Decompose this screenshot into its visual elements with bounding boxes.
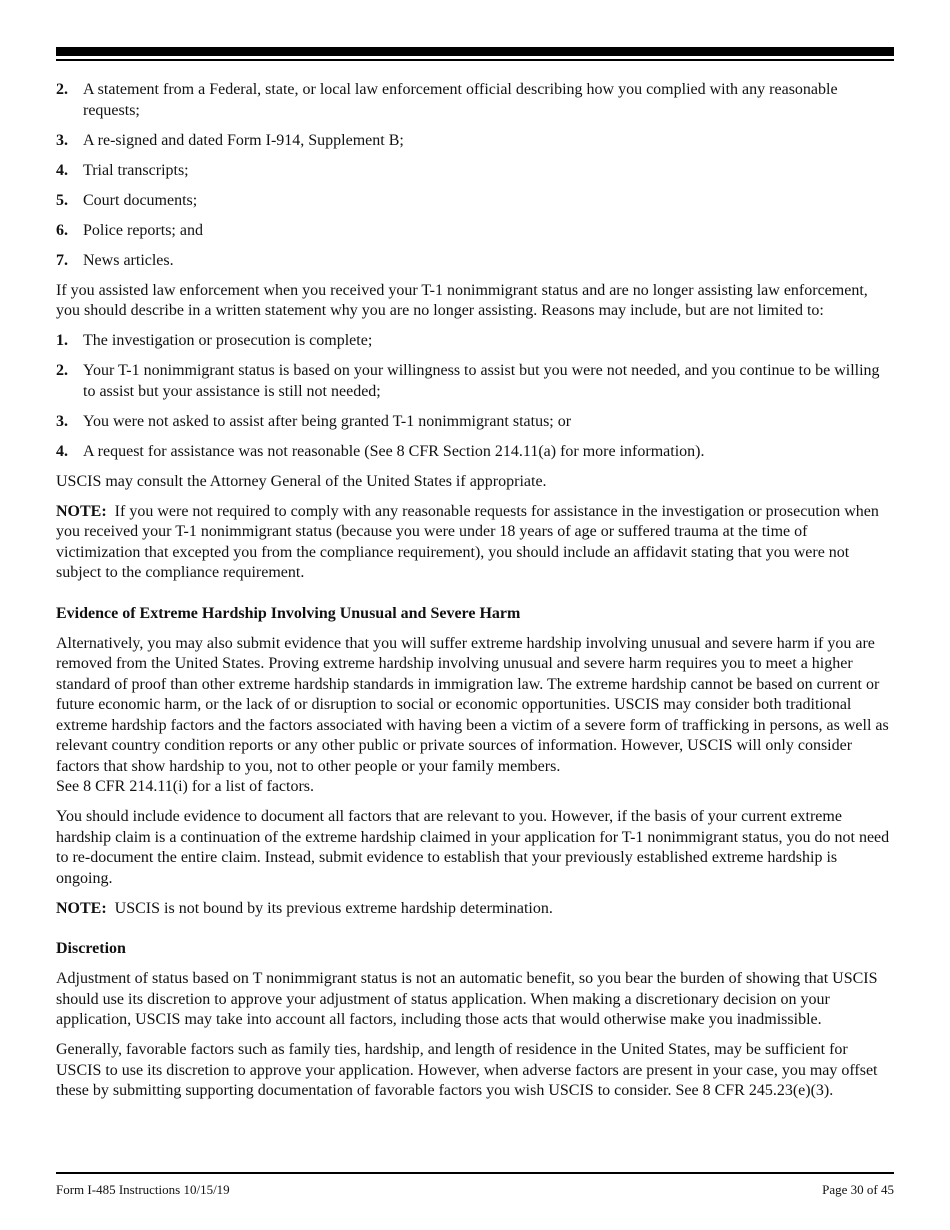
note-text: If you were not required to comply with any reasonable requests for assistance in the investigation or prosecution when you received your T-1 nonimmigrant status (because you were under 18 years of age or suffered trauma at the time of victimization that excepted you from the compliance requirement), you should include an affidavit stating that you were not subject to the compliance requirement.	[56, 502, 879, 581]
header-rule-thick	[56, 47, 894, 56]
list-item-number: 3.	[56, 412, 68, 430]
list-item	[56, 80, 894, 121]
list-item-number: 2.	[56, 81, 68, 98]
note-label: NOTE:	[56, 502, 107, 520]
list-item-text: A request for assistance was not reasonable (See 8 CFR Section 214.11(a) for more information).	[83, 442, 705, 460]
list-item-text: A re-signed and dated Form I-914, Supplement B;	[83, 131, 404, 149]
list-item-number: 4.	[56, 442, 68, 460]
note-paragraph	[56, 502, 894, 584]
discretion-paragraph-2: Generally, favorable factors such as family ties, hardship, and length of residence in the United States, may be sufficient for USCIS to use its discretion to approve your application. However, when adverse factors are present in your case, you may offset these by submitting supporting documentation of favorable factors you wish USCIS to consider. See 8 CFR 245.23(e)(3).	[56, 1041, 878, 1099]
list-item-text: A statement from a Federal, state, or local law enforcement official describing how you complied with any reasonable requests;	[83, 81, 838, 119]
list-item	[56, 361, 894, 402]
reasons-list	[56, 331, 894, 462]
list-item	[56, 442, 894, 463]
hardship-paragraph-1-reference: See 8 CFR 214.11(i) for a list of factors.	[56, 778, 315, 795]
list-item	[56, 331, 894, 352]
list-item-number: 3.	[56, 131, 68, 149]
header-rule-thin	[56, 59, 894, 61]
note-text: USCIS is not bound by its previous extreme hardship determination.	[114, 899, 553, 917]
assisted-paragraph: If you assisted law enforcement when you received your T-1 nonimmigrant status and are no longer assisting law enforcement, you should describe in a written statement why you are no longer assisting. Reasons may include, but are not limited to:	[56, 281, 868, 319]
hardship-paragraph-1-text: Alternatively, you may also submit evidence that you will suffer extreme hardship involving unusual and severe harm if you are removed from the United States. Proving extreme hardship involving unusual and severe harm requires you to meet a higher standard of proof than other extreme hardship standards in immigration law. The extreme hardship cannot be based on current or future economic harm, or the lack of or disruption to social or economic opportunities. USCIS may consider both traditional extreme hardship factors and the factors associated with having been a victim of a severe form of trafficking in persons, as well as relevant country condition reports or any other public or private sources of information. However, USCIS will only consider factors that show hardship to you, not to other people or your family members.	[56, 634, 889, 775]
list-item	[56, 251, 894, 272]
list-item-number: 2.	[56, 362, 68, 379]
list-item-text: Trial transcripts;	[83, 161, 189, 179]
list-item	[56, 221, 894, 242]
list-item-number: 4.	[56, 161, 68, 179]
footer-rule	[56, 1172, 894, 1174]
list-item-text: You were not asked to assist after being granted T-1 nonimmigrant status; or	[83, 412, 572, 430]
hardship-note	[56, 899, 894, 920]
list-item-number: 5.	[56, 191, 68, 209]
list-item-text: Your T-1 nonimmigrant status is based on your willingness to assist but you were not needed, and you continue to be willing to assist but your assistance is still not needed;	[83, 362, 880, 400]
hardship-paragraph-1	[56, 634, 894, 798]
list-item-text: News articles.	[83, 251, 174, 269]
list-item-number: 7.	[56, 251, 68, 269]
list-item	[56, 191, 894, 212]
hardship-paragraph-2: You should include evidence to document all factors that are relevant to you. However, if the basis of your current extreme hardship claim is a continuation of the extreme hardship claimed in your application for T-1 nonimmigrant status, you do not need to re-document the entire claim. Instead, submit evidence to establish that your previously established extreme hardship is ongoing.	[56, 808, 890, 887]
list-item-text: Court documents;	[83, 191, 198, 209]
footer-form-id: Form I-485 Instructions 10/15/19	[56, 1182, 230, 1197]
list-item	[56, 161, 894, 182]
list-item-text: Police reports; and	[83, 221, 203, 239]
list-item-text: The investigation or prosecution is complete;	[83, 332, 373, 349]
section-heading-hardship: Evidence of Extreme Hardship Involving Unusual and Severe Harm	[56, 604, 521, 622]
document-page	[56, 0, 894, 1230]
consult-paragraph: USCIS may consult the Attorney General of the United States if appropriate.	[56, 472, 547, 490]
list-item-number: 1.	[56, 332, 68, 349]
note-label: NOTE:	[56, 899, 107, 917]
list-item-number: 6.	[56, 221, 68, 239]
section-heading-discretion: Discretion	[56, 940, 126, 957]
list-item	[56, 131, 894, 152]
discretion-paragraph-1: Adjustment of status based on T nonimmigrant status is not an automatic benefit, so you bear the burden of showing that USCIS should use its discretion to approve your adjustment of status application. When making a discretionary decision on your application, USCIS may take into account all factors, including those acts that would otherwise make you inadmissible.	[56, 970, 878, 1028]
evidence-list	[56, 80, 894, 271]
list-item	[56, 412, 894, 433]
page-content	[56, 80, 894, 1111]
footer-page-number: Page 30 of 45	[822, 1182, 894, 1197]
